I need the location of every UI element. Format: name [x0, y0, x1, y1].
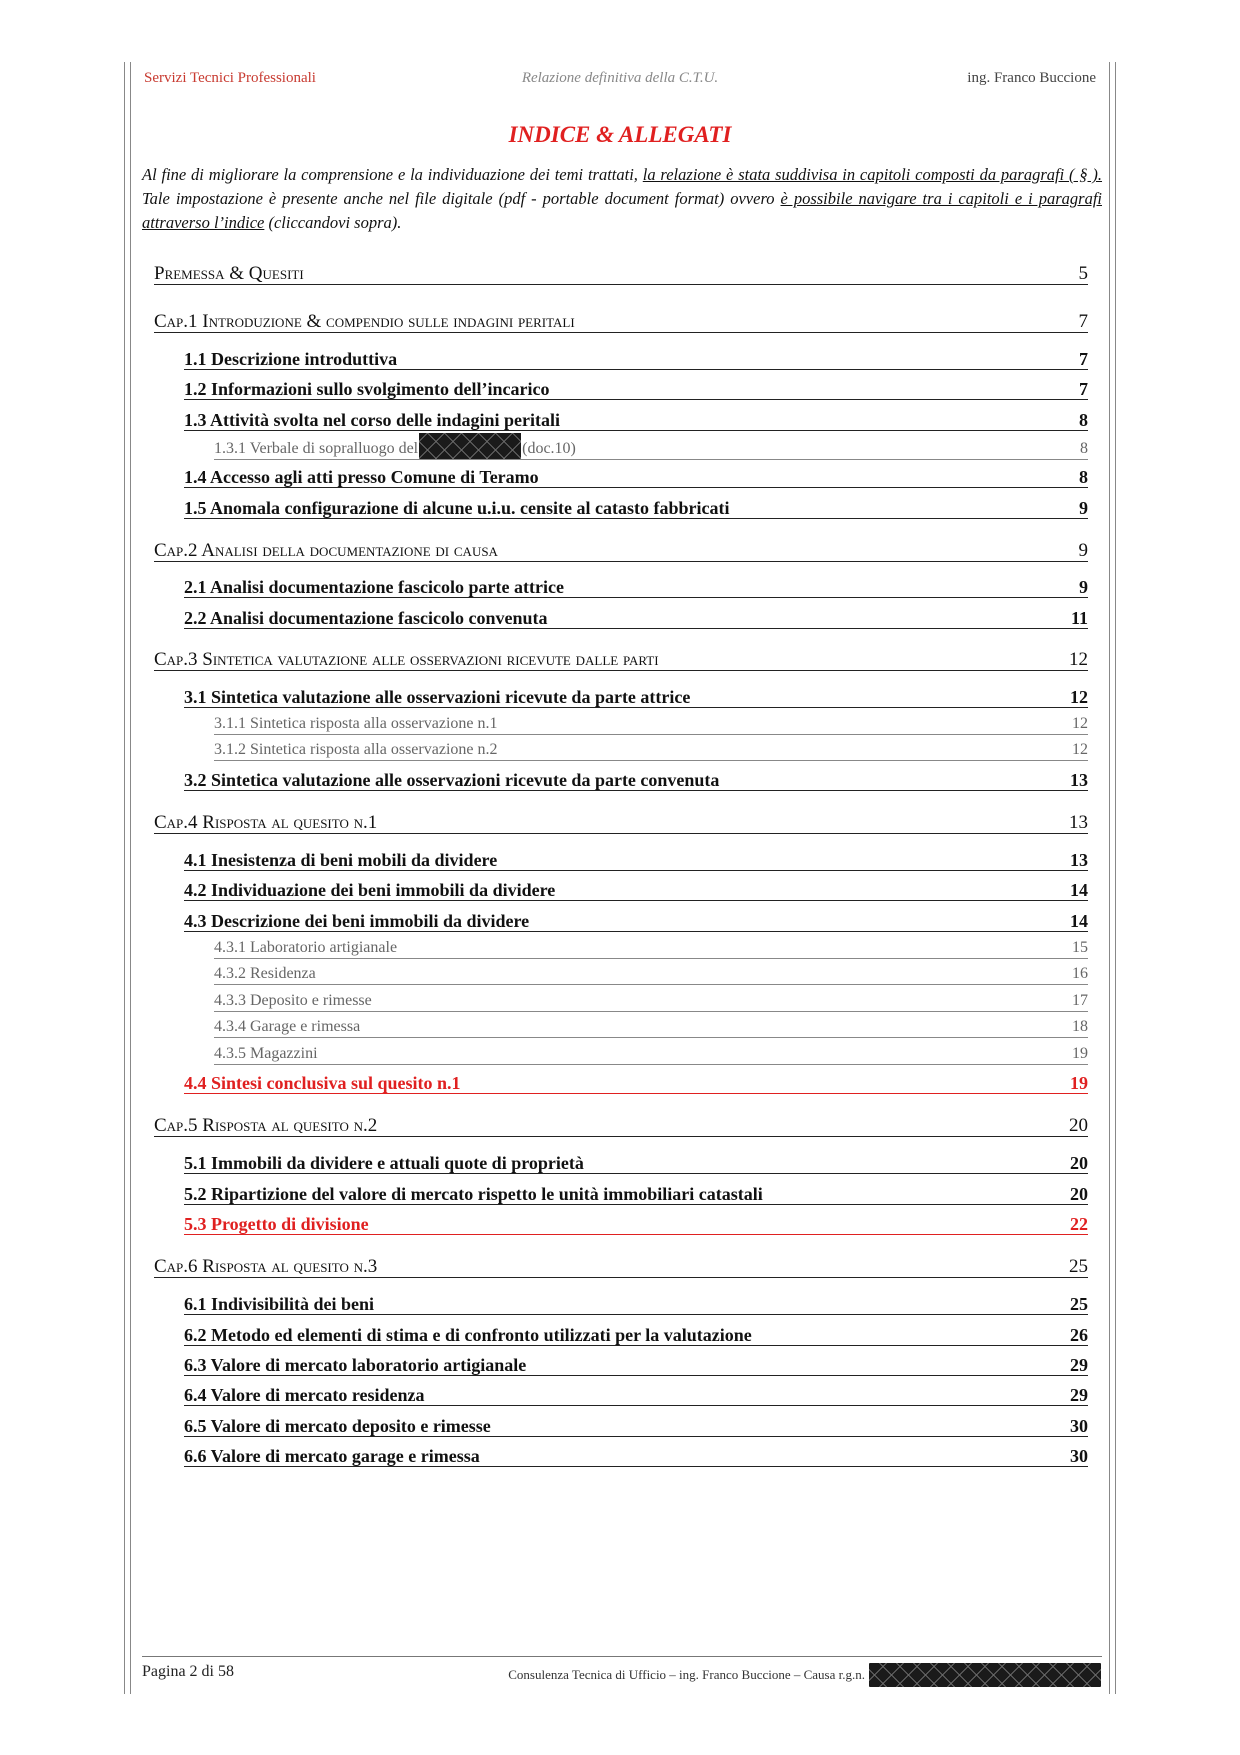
- toc-entry-title: 6.5 Valore di mercato deposito e rimesse: [184, 1416, 491, 1436]
- toc-entry-title: 6.3 Valore di mercato laboratorio artigianale: [184, 1355, 527, 1375]
- toc-entry-sec[interactable]: [184, 1414, 1088, 1437]
- intro-text-4: è possibile navigare tra i capitoli e i paragrafi attraverso l’indice: [142, 189, 1102, 232]
- toc-page-number: 19: [1072, 1045, 1088, 1062]
- toc-page-number: 30: [1070, 1416, 1088, 1436]
- redaction-block: [419, 433, 521, 459]
- toc-entry-sec[interactable]: [184, 1383, 1088, 1406]
- toc-entry-title: 1.4 Accesso agli atti presso Comune di Teramo: [184, 467, 539, 487]
- footer-right: [508, 1663, 1102, 1687]
- toc-entry-sub[interactable]: [214, 962, 1088, 985]
- header-right: ing. Franco Buccione: [967, 70, 1096, 86]
- toc-page-number: 20: [1070, 1153, 1088, 1173]
- page-title: INDICE & ALLEGATI: [508, 122, 732, 147]
- footer-case-text: Consulenza Tecnica di Ufficio – ing. Franco Buccione – Causa r.g.n.: [508, 1667, 865, 1682]
- toc-entry-sec[interactable]: [184, 1182, 1088, 1205]
- toc-entry-title: Cap.3 Sintetica valutazione alle osservazioni ricevute dalle parti: [154, 649, 659, 670]
- toc-entry-sec[interactable]: [184, 848, 1088, 871]
- toc-entry-title: 4.3.1 Laboratorio artigianale: [214, 939, 398, 956]
- toc-page-number: 16: [1072, 965, 1088, 982]
- toc-page-number: 30: [1070, 1446, 1088, 1466]
- toc-entry-title: 4.1 Inesistenza di beni mobili da dividere: [184, 850, 498, 870]
- intro-text-5: (cliccandovi sopra).: [264, 213, 402, 232]
- toc-page-number: 8: [1079, 467, 1088, 487]
- toc-page-number: 5: [1078, 263, 1088, 284]
- toc-entry-sec[interactable]: [184, 1292, 1088, 1315]
- toc-page-number: 8: [1079, 410, 1088, 430]
- toc-page-number: 13: [1069, 812, 1088, 833]
- toc-entry-title: Cap.2 Analisi della documentazione di causa: [154, 540, 498, 561]
- toc-entry-sec[interactable]: [184, 606, 1088, 629]
- toc-entry-chap[interactable]: [154, 262, 1088, 285]
- toc-page-number: 12: [1070, 687, 1088, 707]
- toc-entry-title: 4.3 Descrizione dei beni immobili da dividere: [184, 911, 530, 931]
- toc-entry-title: 5.3 Progetto di divisione: [184, 1214, 369, 1234]
- header-left: Servizi Tecnici Professionali: [144, 70, 316, 86]
- toc-page-number: 15: [1072, 939, 1088, 956]
- toc-page-number: 26: [1070, 1325, 1088, 1345]
- toc-entry-title: 5.1 Immobili da dividere e attuali quote di proprietà: [184, 1153, 584, 1173]
- toc-entry-sec[interactable]: [184, 878, 1088, 901]
- toc-entry-sec[interactable]: [184, 496, 1088, 519]
- redaction-block: [869, 1663, 1101, 1687]
- toc-page-number: 13: [1070, 770, 1088, 790]
- toc-page-number: 29: [1070, 1385, 1088, 1405]
- toc-entry-title: 6.4 Valore di mercato residenza: [184, 1385, 425, 1405]
- toc-entry-title: 6.1 Indivisibilità dei beni: [184, 1294, 375, 1314]
- toc-page-number: 19: [1070, 1073, 1088, 1093]
- toc-entry-title: 4.3.2 Residenza: [214, 965, 316, 982]
- toc-entry-title: 4.4 Sintesi conclusiva sul quesito n.1: [184, 1073, 461, 1093]
- toc-entry-title: 1.2 Informazioni sullo svolgimento dell’incarico: [184, 379, 550, 399]
- toc-entry-sub[interactable]: [214, 738, 1088, 761]
- toc-entry-sub[interactable]: [214, 936, 1088, 959]
- toc-page-number: 14: [1070, 880, 1088, 900]
- toc-entry-sec[interactable]: [184, 1323, 1088, 1346]
- toc-entry-sec[interactable]: [184, 1212, 1088, 1235]
- toc-entry-sec[interactable]: [184, 347, 1088, 370]
- intro-text-3: Tale impostazione è presente anche nel file digitale (pdf - portable document format) ovvero: [142, 189, 781, 208]
- toc-entry-title: 1.3 Attività svolta nel corso delle indagini peritali: [184, 410, 560, 430]
- toc-page-number: 7: [1078, 311, 1088, 332]
- toc-entry-title: Cap.4 Risposta al quesito n.1: [154, 812, 378, 833]
- header-center: Relazione definitiva della C.T.U.: [521, 70, 719, 86]
- toc-page-number: 20: [1069, 1115, 1088, 1136]
- toc-entry-title: 3.1 Sintetica valutazione alle osservazioni ricevute da parte attrice: [184, 687, 691, 707]
- toc-entry-sub[interactable]: [214, 1015, 1088, 1038]
- toc-entry-sec[interactable]: [184, 408, 1088, 431]
- toc-entry-sec[interactable]: [184, 685, 1088, 708]
- toc-entry-title: 6.6 Valore di mercato garage e rimessa: [184, 1446, 480, 1466]
- toc-entry-sec[interactable]: [184, 909, 1088, 932]
- toc-entry-title: 4.3.5 Magazzini: [214, 1045, 318, 1062]
- toc-entry-title: 2.2 Analisi documentazione fascicolo convenuta: [184, 608, 548, 628]
- intro-text-1: Al fine di migliorare la comprensione e la individuazione dei temi trattati,: [142, 165, 643, 184]
- toc-entry-title: 1.3.1 Verbale di sopralluogo del: [214, 440, 419, 457]
- toc-entry-title: 4.3.3 Deposito e rimesse: [214, 992, 372, 1009]
- toc-entry-title: Cap.6 Risposta al quesito n.3: [154, 1256, 378, 1277]
- toc-entry-title: 4.2 Individuazione dei beni immobili da dividere: [184, 880, 556, 900]
- toc-page-number: 9: [1079, 498, 1088, 518]
- toc-entry-sec[interactable]: [184, 1071, 1088, 1094]
- intro-paragraph: [142, 163, 1102, 235]
- toc-entry-title: 3.2 Sintetica valutazione alle osservazioni ricevute da parte convenuta: [184, 770, 720, 790]
- toc-entry-title: 1.1 Descrizione introduttiva: [184, 349, 398, 369]
- toc-entry-sec[interactable]: [184, 465, 1088, 488]
- toc-page-number: 18: [1072, 1018, 1088, 1035]
- toc-page-number: 17: [1072, 992, 1088, 1009]
- toc-page-number: 7: [1079, 349, 1088, 369]
- toc-entry-title: 4.3.4 Garage e rimessa: [214, 1018, 361, 1035]
- toc-entry-sec[interactable]: [184, 1353, 1088, 1376]
- toc-page-number: 8: [1080, 440, 1088, 457]
- toc-entry-sub[interactable]: [214, 989, 1088, 1012]
- toc-page-number: 12: [1072, 715, 1088, 732]
- page-header: [140, 70, 1100, 94]
- intro-text-2: la relazione è stata suddivisa in capitoli composti da paragrafi ( § ).: [642, 165, 1103, 184]
- toc-page-number: 14: [1070, 911, 1088, 931]
- toc-page-number: 9: [1079, 577, 1088, 597]
- toc-entry-title: Premessa & Quesiti: [154, 263, 304, 284]
- toc-page-number: 7: [1079, 379, 1088, 399]
- toc-entry-sec[interactable]: [184, 1444, 1088, 1467]
- toc-entry-title: 2.1 Analisi documentazione fascicolo parte attrice: [184, 577, 564, 597]
- footer-divider: [142, 1656, 1102, 1657]
- toc-entry-title: 3.1.1 Sintetica risposta alla osservazione n.1: [214, 715, 498, 732]
- toc-entry-title: 1.5 Anomala configurazione di alcune u.i.u. censite al catasto fabbricati: [184, 498, 730, 518]
- toc-entry-title-suffix: (doc.10): [522, 440, 576, 457]
- toc-entry-sub[interactable]: [214, 712, 1088, 735]
- toc-entry-chap[interactable]: [154, 539, 1088, 562]
- toc-entry-sub[interactable]: [214, 437, 1088, 460]
- toc-entry-sec[interactable]: [184, 1151, 1088, 1174]
- toc-entry-chap[interactable]: [154, 1114, 1088, 1137]
- toc-entry-sub[interactable]: [214, 1042, 1088, 1065]
- toc-entry-sec[interactable]: [184, 575, 1088, 598]
- toc-entry-sec[interactable]: [184, 377, 1088, 400]
- toc-page-number: 12: [1069, 649, 1088, 670]
- toc-entry-sec[interactable]: [184, 768, 1088, 791]
- toc-page-number: 22: [1070, 1214, 1088, 1234]
- footer-page-number: Pagina 2 di 58: [142, 1663, 234, 1680]
- toc-entry-title: 6.2 Metodo ed elementi di stima e di confronto utilizzati per la valutazione: [184, 1325, 752, 1345]
- toc-entry-title: 5.2 Ripartizione del valore di mercato rispetto le unità immobiliari catastali: [184, 1184, 763, 1204]
- toc-entry-chap[interactable]: [154, 648, 1088, 671]
- toc-page-number: 9: [1078, 540, 1088, 561]
- toc-page-number: 29: [1070, 1355, 1088, 1375]
- toc-page-number: 25: [1069, 1256, 1088, 1277]
- toc-page-number: 12: [1072, 741, 1088, 758]
- toc-page-number: 13: [1070, 850, 1088, 870]
- toc-entry-title: 3.1.2 Sintetica risposta alla osservazione n.2: [214, 741, 498, 758]
- page-footer: [142, 1663, 1102, 1687]
- toc-entry-chap[interactable]: [154, 310, 1088, 333]
- toc-entry-chap[interactable]: [154, 1255, 1088, 1278]
- toc-page-number: 20: [1070, 1184, 1088, 1204]
- toc-entry-title: Cap.5 Risposta al quesito n.2: [154, 1115, 378, 1136]
- toc-entry-chap[interactable]: [154, 811, 1088, 834]
- toc-page-number: 11: [1070, 608, 1088, 628]
- toc-entry-title: Cap.1 Introduzione & compendio sulle indagini peritali: [154, 311, 575, 332]
- toc-page-number: 25: [1070, 1294, 1088, 1314]
